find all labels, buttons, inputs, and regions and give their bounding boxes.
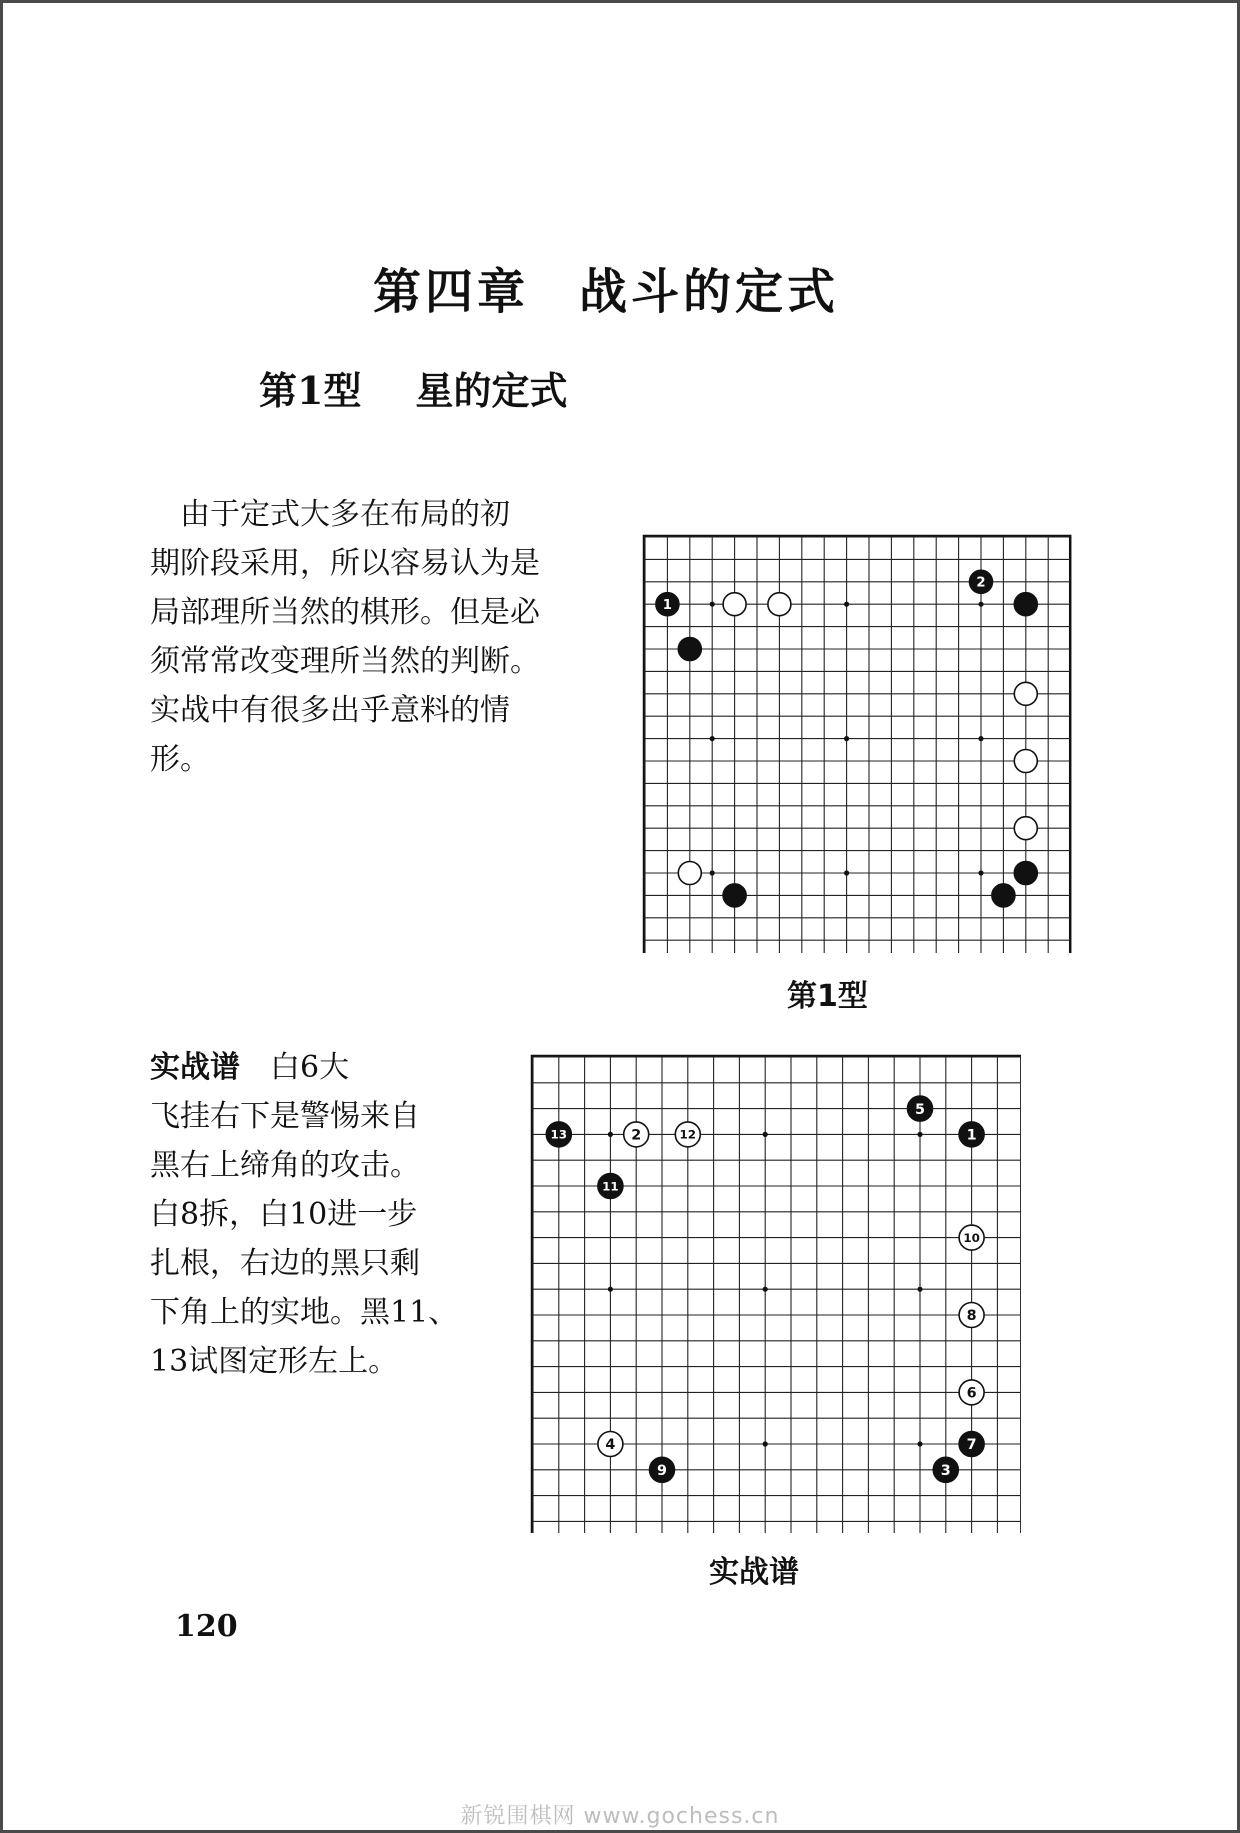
star-point — [844, 870, 849, 875]
white-stone — [723, 593, 746, 616]
chapter-label: 第四章 — [373, 264, 530, 320]
star-point — [710, 736, 715, 741]
star-point — [763, 1132, 768, 1137]
star-point — [710, 870, 715, 875]
black-stone — [970, 570, 993, 593]
black-stone — [650, 1457, 675, 1482]
star-point — [608, 1287, 613, 1292]
star-point — [763, 1287, 768, 1292]
white-stone — [959, 1303, 984, 1328]
black-stone — [992, 884, 1015, 907]
game-record-line: 下角上的实地。黑11、 — [150, 1295, 459, 1330]
figure-1-caption: 第1型 — [787, 979, 868, 1014]
star-point — [710, 602, 715, 607]
star-point — [978, 870, 983, 875]
book-page — [3, 3, 1237, 1830]
move-number: 13 — [550, 1127, 568, 1142]
move-number: 2 — [631, 1127, 642, 1144]
figure-2-caption: 实战谱 — [709, 1555, 799, 1590]
intro-line: 须常常改变理所当然的判断。 — [150, 644, 540, 679]
black-stone — [959, 1432, 984, 1457]
section-label: 第1型 — [259, 368, 362, 413]
star-point — [978, 602, 983, 607]
black-stone — [598, 1174, 623, 1199]
black-stone — [656, 593, 679, 616]
intro-line: 形。 — [150, 742, 210, 777]
move-number: 4 — [605, 1437, 616, 1454]
game-record-line: 白8拆，白10进一步 — [150, 1197, 418, 1232]
move-number: 1 — [662, 597, 673, 613]
go-board-figure-1 — [633, 523, 1073, 953]
star-point — [763, 1441, 768, 1446]
move-number: 10 — [963, 1230, 980, 1245]
game-record-paragraph — [150, 1043, 490, 1386]
move-number: 3 — [940, 1462, 951, 1479]
move-number: 9 — [657, 1462, 667, 1479]
white-stone — [768, 593, 791, 616]
star-point — [917, 1287, 922, 1292]
game-record-line: 扎根，右边的黑只剩 — [150, 1246, 420, 1281]
white-stone — [959, 1225, 984, 1250]
black-stone — [723, 884, 746, 907]
white-stone — [675, 1122, 700, 1147]
black-stone — [546, 1122, 571, 1147]
star-point — [844, 736, 849, 741]
move-number: 5 — [915, 1101, 925, 1118]
black-stone — [959, 1122, 984, 1147]
game-record-line: 黑右上缔角的攻击。 — [150, 1148, 420, 1183]
intro-line: 实战中有很多出乎意料的情 — [150, 693, 510, 728]
chapter-title — [373, 253, 839, 322]
white-stone — [598, 1432, 623, 1457]
section-name: 星的定式 — [415, 368, 568, 413]
white-stone — [959, 1380, 984, 1405]
move-number: 8 — [966, 1308, 977, 1325]
move-number: 7 — [966, 1437, 977, 1454]
white-stone — [1014, 750, 1037, 773]
star-point — [608, 1132, 613, 1137]
go-board-figure-2 — [521, 1043, 1021, 1533]
page-number: 120 — [175, 1609, 238, 1644]
move-number: 1 — [966, 1127, 977, 1144]
black-stone — [678, 638, 701, 661]
star-point — [978, 736, 983, 741]
black-stone — [1014, 862, 1037, 885]
white-stone — [624, 1122, 649, 1147]
move-number: 6 — [966, 1385, 977, 1402]
black-stone — [908, 1096, 933, 1121]
white-stone — [678, 862, 701, 885]
section-title — [259, 360, 567, 415]
game-record-heading: 实战谱 — [150, 1050, 240, 1085]
game-record-line: 飞挂右下是警惕来自 — [150, 1099, 420, 1134]
intro-line: 局部理所当然的棋形。但是必 — [150, 595, 540, 630]
star-point — [917, 1441, 922, 1446]
move-number: 11 — [602, 1179, 619, 1194]
black-stone — [933, 1457, 958, 1482]
white-stone — [1014, 682, 1037, 705]
chapter-name: 战斗的定式 — [579, 264, 840, 320]
intro-paragraph — [150, 490, 620, 784]
black-stone — [1014, 593, 1037, 616]
move-number: 12 — [679, 1127, 697, 1142]
white-stone — [1014, 817, 1037, 840]
intro-line: 期阶段采用，所以容易认为是 — [150, 546, 540, 581]
intro-line: 由于定式大多在布局的初 — [150, 497, 510, 532]
game-record-line: 13试图定形左上。 — [150, 1344, 399, 1379]
game-record-line: 白6大 — [270, 1050, 350, 1085]
star-point — [917, 1132, 922, 1137]
site-watermark: 新锐围棋网 www.gochess.cn — [460, 1804, 780, 1829]
star-point — [844, 602, 849, 607]
move-number: 2 — [976, 575, 986, 591]
